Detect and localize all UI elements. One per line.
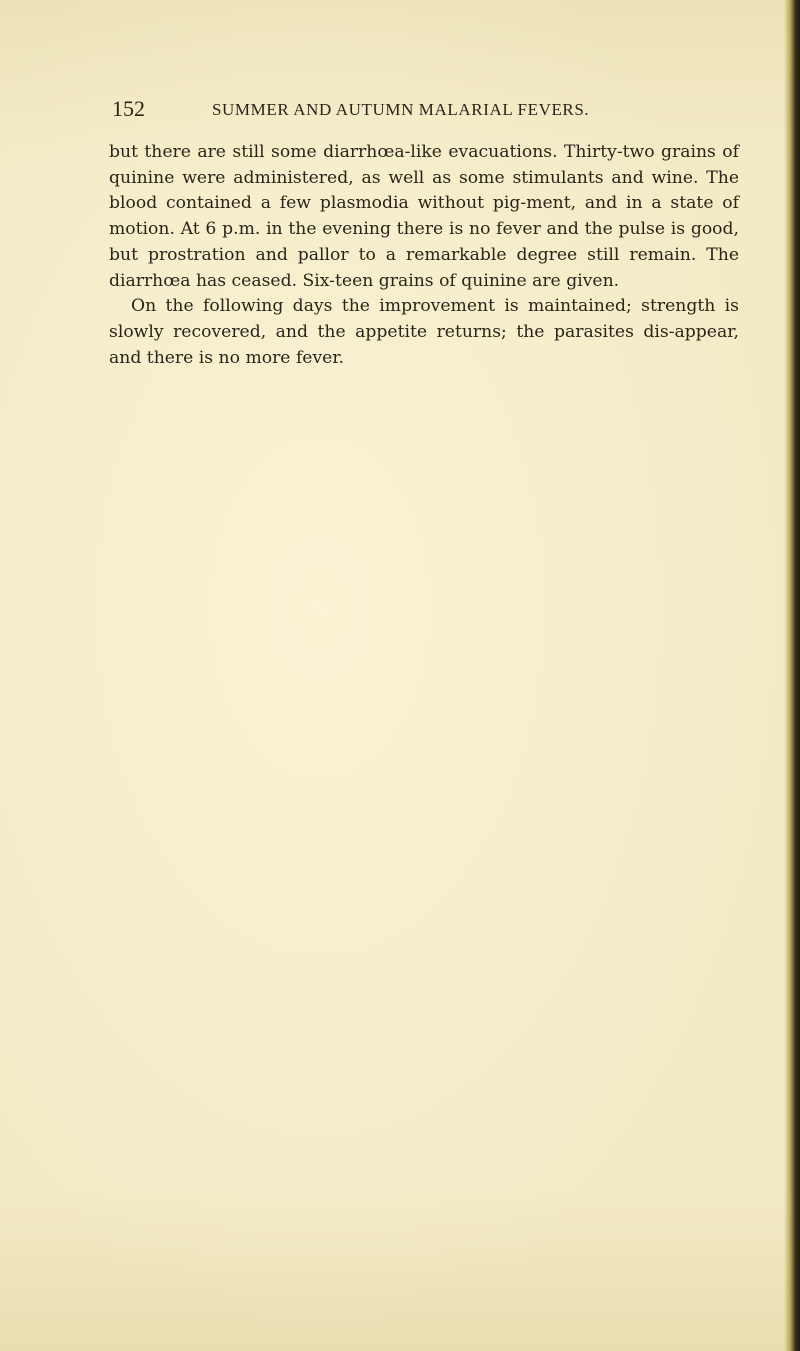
body-text [109,140,739,371]
page-number: 152 [112,96,145,121]
running-title: SUMMER AND AUTUMN MALARIAL FEVERS. [212,100,590,119]
running-head [112,96,632,130]
paragraph: On the following days the improvement is maintained; strength is slowly recovered, and the appetite returns; the parasites dis-appear, and there is no more fever. [109,296,739,368]
page-edge-shadow [784,0,800,1351]
paragraph: but there are still some diarrhœa-like evacuations. Thirty-two grains of quinine were administered, as well as some stimulants and wine. The blood contained a few plasmodia without pig-ment, and in a state of motion. At 6 p.m. in the evening there is no fever and the pulse is good, but prostration and pallor to a remarkable degree still remain. The diarrhœa has ceased. Six-teen grains of quinine are given. [109,142,739,291]
